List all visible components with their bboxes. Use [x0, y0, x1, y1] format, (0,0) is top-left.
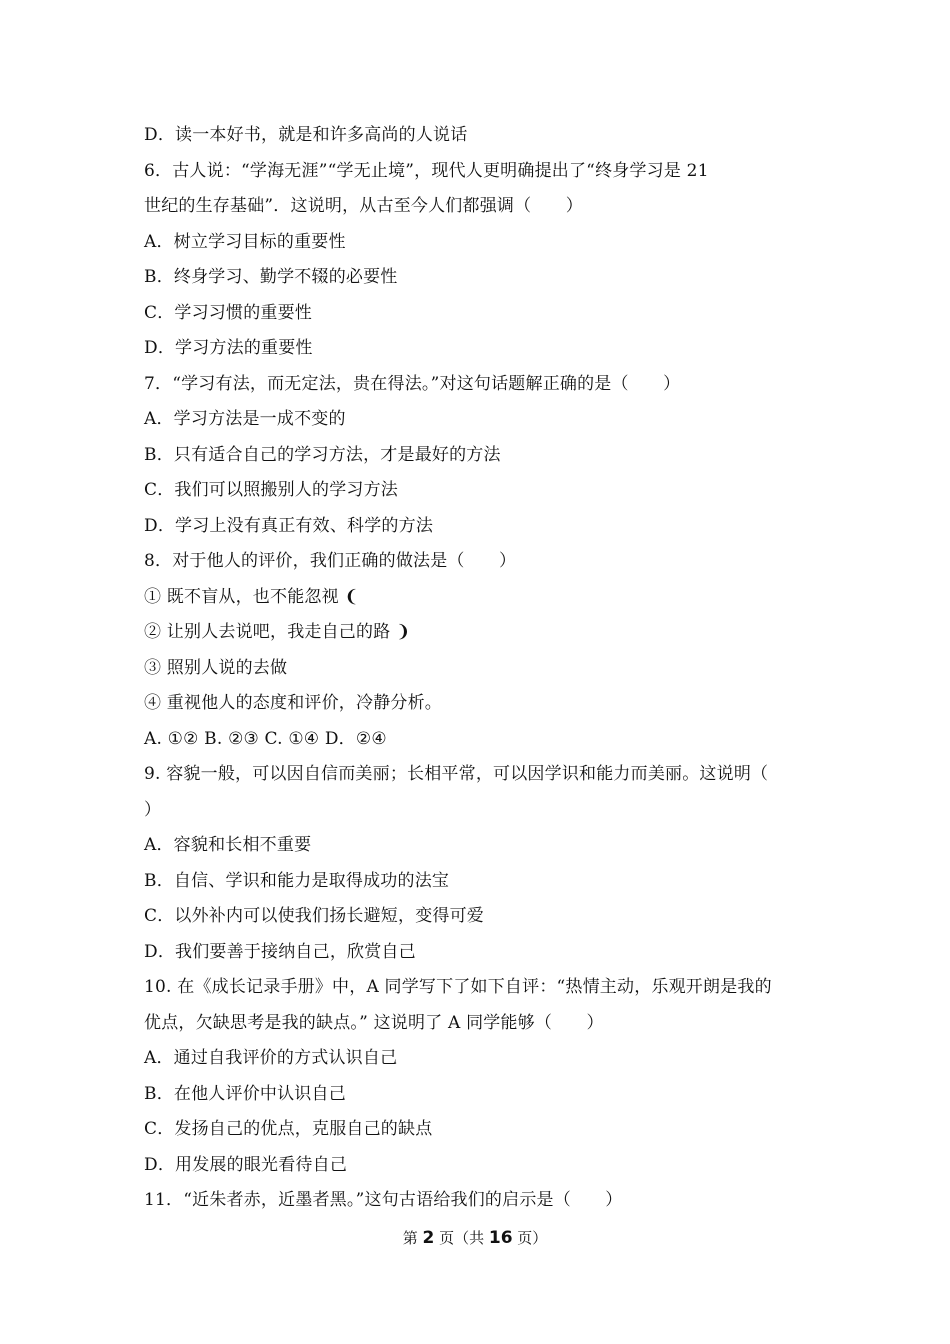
question-7-stem: 7．“学习有法，而无定法，贵在得法。”对这句话题解正确的是（ ） — [144, 373, 681, 394]
option-7b: B．只有适合自己的学习方法，才是最好的方法 — [144, 444, 501, 465]
option-9a: A．容貌和长相不重要 — [144, 835, 312, 855]
option-10d: D．用发展的眼光看待自己 — [144, 1154, 348, 1175]
option-9b: B．自信、学识和能力是取得成功的法宝 — [144, 870, 450, 891]
option-6a: A．树立学习目标的重要性 — [144, 231, 346, 252]
footer-middle: 页（共 — [434, 1229, 489, 1247]
question-9-stem-line-1: 9. 容貌一般，可以因自信而美丽；长相平常，可以因学识和能力而美丽。这说明（ — [144, 764, 769, 784]
question-6-stem-line-2: 世纪的生存基础”．这说明，从古至今人们都强调（ ） — [144, 196, 583, 216]
question-11-stem: 11．“近朱者赤，近墨者黑。”这句古语给我们的启示是（ ） — [144, 1190, 623, 1210]
question-10-stem-line-1: 10. 在《成长记录手册》中，A 同学写下了如下自评：“热情主动，乐观开朗是我的 — [144, 977, 772, 997]
question-8-stem: 8．对于他人的评价，我们正确的做法是（ ） — [144, 551, 517, 571]
option-6d: D．学习方法的重要性 — [144, 338, 313, 358]
option-10b: B．在他人评价中认识自己 — [144, 1083, 346, 1104]
option-9c: C．以外补内可以使我们扬长避短，变得可爱 — [144, 906, 485, 926]
question-9-stem-line-2: ） — [144, 799, 162, 820]
statement-8-3: ③ 照别人说的去做 — [144, 657, 288, 678]
option-6c: C．学习习惯的重要性 — [144, 302, 313, 323]
question-text-block — [144, 118, 814, 1219]
footer-page-number: 2 — [422, 1228, 435, 1248]
statement-8-1: ① 既不盲从，也不能忽视 ❨ — [144, 586, 359, 607]
option-5d: D．读一本好书，就是和许多高尚的人说话 — [144, 125, 468, 145]
question-6-stem-line-1: 6．古人说：“学海无涯”“学无止境”，现代人更明确提出了“终身学习是 21 — [144, 160, 709, 181]
statement-8-4: ④ 重视他人的态度和评价，冷静分析。 — [144, 693, 443, 713]
option-7a: A．学习方法是一成不变的 — [144, 409, 346, 429]
option-7d: D．学习上没有真正有效、科学的方法 — [144, 515, 434, 536]
option-9d: D．我们要善于接纳自己，欣赏自己 — [144, 941, 416, 962]
footer-suffix: 页） — [512, 1229, 548, 1247]
option-6b: B．终身学习、勤学不辍的必要性 — [144, 267, 398, 287]
page-footer — [0, 1226, 950, 1250]
option-7c: C．我们可以照搬别人的学习方法 — [144, 480, 399, 500]
footer-total-pages: 16 — [488, 1228, 513, 1248]
option-10a: A．通过自我评价的方式认识自己 — [144, 1048, 398, 1068]
option-10c: C．发扬自己的优点，克服自己的缺点 — [144, 1119, 433, 1139]
statement-8-2: ② 让别人去说吧，我走自己的路 ❩ — [144, 622, 411, 642]
footer-prefix: 第 — [402, 1229, 423, 1247]
question-10-stem-line-2: 优点，欠缺思考是我的缺点。” 这说明了 A 同学能够（ ） — [144, 1012, 604, 1033]
options-8: A. ①② B. ②③ C. ①④ D．②④ — [144, 728, 387, 749]
